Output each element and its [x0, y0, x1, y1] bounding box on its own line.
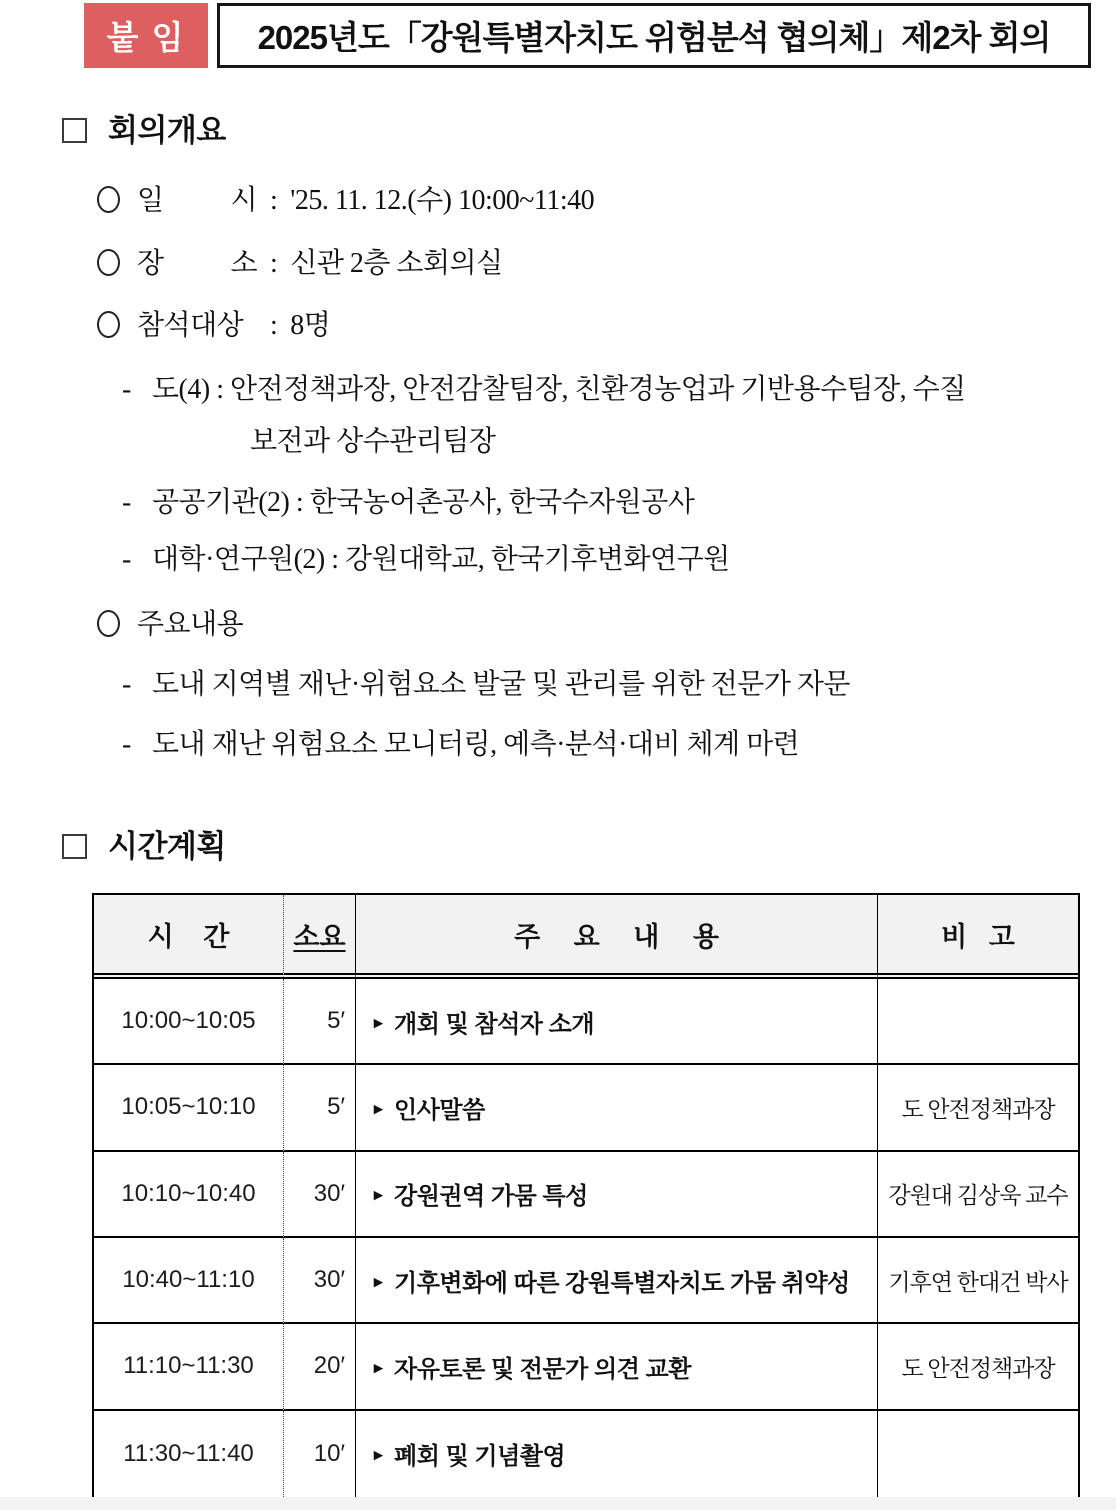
- cell-content: ▸ 인사말씀: [356, 1065, 878, 1151]
- overview-item-attendees: [97, 307, 330, 345]
- group-text: 도(4) : 안전정책과장, 안전감찰팀장, 친환경농업과 기반용수팀장, 수질 보전과 상수관리팀장: [152, 374, 966, 457]
- cell-duration: 20′: [284, 1324, 356, 1410]
- item-value: '25. 11. 12.(수) 10:00~11:40: [290, 185, 595, 216]
- cell-duration: 5′: [284, 1065, 356, 1151]
- triangle-bullet-icon: ▸: [374, 1185, 383, 1205]
- attendee-group-public-agencies: [122, 477, 694, 529]
- cell-content: ▸ 자유토론 및 전문가 의견 교환: [356, 1324, 878, 1410]
- schedule-table: [92, 893, 1080, 1499]
- cell-note: 기후연 한대건 박사: [878, 1238, 1078, 1324]
- triangle-bullet-icon: ▸: [374, 1098, 383, 1118]
- cell-duration: 10′: [284, 1411, 356, 1497]
- triangle-bullet-icon: ▸: [374, 1357, 383, 1377]
- cell-note: 도 안전정책과장: [878, 1065, 1078, 1151]
- col-header-note: 비 고: [878, 895, 1078, 979]
- square-bullet-icon: [62, 118, 87, 143]
- section-title-schedule: [62, 828, 226, 866]
- dash-bullet: -: [122, 544, 131, 575]
- dash-bullet: -: [122, 729, 131, 760]
- group-text: 대학·연구원(2) : 강원대학교, 한국기후변화연구원: [152, 544, 730, 575]
- circle-bullet-icon: [97, 311, 120, 338]
- section-title-text: 회의개요: [108, 113, 226, 148]
- cell-content: ▸ 폐회 및 기념촬영: [356, 1411, 878, 1497]
- item-label: 일 시: [137, 185, 257, 216]
- topic-item: [122, 666, 850, 704]
- overview-item-venue: [97, 245, 503, 283]
- cell-content: ▸ 개회 및 참석자 소개: [356, 979, 878, 1065]
- circle-bullet-icon: [97, 186, 120, 213]
- item-label: 장 소: [137, 248, 257, 279]
- cell-time: 11:10~11:30: [94, 1324, 284, 1410]
- cell-time: 11:30~11:40: [94, 1411, 284, 1497]
- group-text: 공공기관(2) : 한국농어촌공사, 한국수자원공사: [152, 487, 695, 518]
- dash-bullet: -: [122, 374, 131, 405]
- triangle-bullet-icon: ▸: [374, 1445, 383, 1465]
- overview-item-topics: [97, 606, 243, 644]
- overview-item-datetime: [97, 182, 594, 220]
- page-title: 2025년도「강원특별자치도 위험분석 협의체」제2차 회의: [217, 3, 1091, 68]
- colon-separator: :: [270, 248, 278, 279]
- circle-bullet-icon: [97, 610, 120, 637]
- cell-duration: 30′: [284, 1238, 356, 1324]
- cell-time: 10:10~10:40: [94, 1152, 284, 1238]
- item-label: 참석대상: [137, 310, 244, 341]
- page-bottom-edge: [0, 1497, 1116, 1510]
- cell-note: [878, 1411, 1078, 1497]
- triangle-bullet-icon: ▸: [374, 1012, 383, 1032]
- topic-text: 도내 지역별 재난·위험요소 발굴 및 관리를 위한 전문가 자문: [152, 669, 850, 700]
- cell-content: ▸ 강원권역 가뭄 특성: [356, 1152, 878, 1238]
- cell-duration: 30′: [284, 1152, 356, 1238]
- item-value: 8명: [290, 310, 331, 341]
- cell-content: ▸ 기후변화에 따른 강원특별자치도 가뭄 취약성: [356, 1238, 878, 1324]
- item-value: 신관 2층 소회의실: [290, 248, 503, 279]
- section-title-text: 시간계획: [108, 829, 226, 864]
- attendee-group-province: [122, 364, 966, 468]
- cell-time: 10:40~11:10: [94, 1238, 284, 1324]
- attendee-group-university: [122, 534, 730, 586]
- topic-item: [122, 726, 799, 764]
- topic-text: 도내 재난 위험요소 모니터링, 예측·분석·대비 체계 마련: [152, 729, 800, 760]
- col-header-content: 주 요 내 용: [356, 895, 878, 979]
- cell-note: [878, 979, 1078, 1065]
- document-header: [84, 3, 1091, 68]
- col-header-time: 시 간: [94, 895, 284, 979]
- section-title-overview: [62, 112, 226, 150]
- dash-bullet: -: [122, 487, 131, 518]
- dash-bullet: -: [122, 669, 131, 700]
- item-label: 주요내용: [137, 609, 244, 640]
- cell-duration: 5′: [284, 979, 356, 1065]
- cell-note: 강원대 김상욱 교수: [878, 1152, 1078, 1238]
- col-header-duration: 소요: [284, 895, 356, 979]
- attachment-badge: 붙 임: [84, 3, 208, 68]
- square-bullet-icon: [62, 834, 87, 859]
- triangle-bullet-icon: ▸: [374, 1271, 383, 1291]
- cell-time: 10:00~10:05: [94, 979, 284, 1065]
- cell-note: 도 안전정책과장: [878, 1324, 1078, 1410]
- circle-bullet-icon: [97, 249, 120, 276]
- cell-time: 10:05~10:10: [94, 1065, 284, 1151]
- colon-separator: :: [270, 185, 278, 216]
- colon-separator: :: [270, 310, 278, 341]
